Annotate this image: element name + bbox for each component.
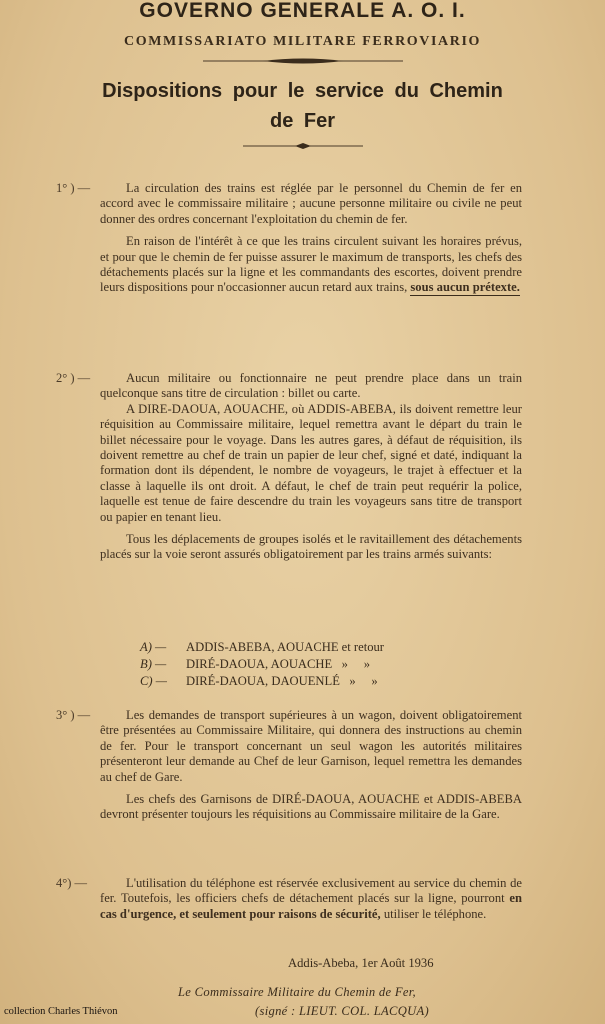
train-letter: B) — [140,656,167,671]
armed-trains-list [140,639,440,689]
section-1-paragraph-2-text: En raison de l'intérêt à ce que les trains circulent suivant les horaires prévus, et pour que le chemin de fer puisse assurer le maximum de transports, les chefs des détachements placés sur la ligne et les commandants des escortes, doivent prendre leurs dispositions pour n'occasionner aucun retard aux trains, [100,234,522,295]
train-route: DIRÉ-DAOUA, AOUACHE » » [186,656,370,671]
government-header: GOVERNO GENERALE A. O. I. [139,0,466,22]
title-line-1: Dispositions pour le service du Chemin [102,80,503,102]
section-4-paragraph-1 [100,876,522,922]
train-row-a [140,639,440,656]
section-3-paragraph-1: Les demandes de transport supérieures à un wagon, doivent obligatoirement être présentées au Commissaire Militaire, qui donnera des instructions au chemin de fer. Pour le transport concernant un seul wagon les autorités militaires présenteront leur demande au Chef de leur Garnison, lequel remettra les demandes au chef de Gare. [100,708,522,784]
train-row-b [140,656,440,673]
title-line-2: de Fer [269,110,336,132]
title-ornament [0,142,605,152]
section-3 [100,708,522,823]
collection-credit: collection Charles Thiévon [4,1006,118,1017]
section-1-paragraph-2 [100,234,522,296]
section-2 [100,371,522,563]
section-2-paragraph-2: A DIRE-DAOUA, AOUACHE, où ADDIS-ABEBA, ils doivent remettre leur réquisition au Commissaire militaire, lequel remettra avant le départ du train le billet nécessaire pour le voyage. Dans les autres gares, à défaut de réquisition, ils doivent remettre au chef de train un papier de leur chef, signé et daté, indiquant la formation dont ils dépendent, le nombre de voyageurs, le trajet à effectuer et la classe à laquelle ils ont droit. A défaut, le chef de train peut requérir la police, laquelle est tenue de faire descendre du train les voyageurs sans titre de transport ou papier en tenant lieu. [100,401,522,524]
header-ornament [0,57,605,67]
section-3-paragraph-2: Les chefs des Garnisons de DIRÉ-DAOUA, AOUACHE et ADDIS-ABEBA devront présenter toujours les réquisitions au Commissaire militaire de la Gare. [100,792,522,822]
section-1 [100,181,522,296]
section-2-number: 2° ) — [56,371,91,385]
section-3-number: 3° ) — [56,708,91,722]
train-letter: C) — [140,673,167,688]
section-4-text-a: L'utilisation du téléphone est réservée exclusivement au service du chemin de fer. Toutefois, les officiers chefs de détachement placés sur la ligne, pourront [100,876,522,906]
document-date: Addis-Abeba, 1er Août 1936 [288,956,434,970]
train-row-c [140,673,440,690]
section-4-number: 4°) — [56,876,88,890]
section-4-emphasis: en cas d'urgence, et seulement pour raisons de sécurité, [100,891,523,921]
section-1-paragraph-1: La circulation des trains est réglée par le personnel du Chemin de fer en accord avec le commissaire militaire ; aucune personne militaire ou civile ne peut donner des ordres concernant l'exploitation du chemin de fer. [100,181,522,226]
train-route: DIRÉ-DAOUA, DAOUENLÉ » » [186,673,378,688]
signature-name: (signé : LIEUT. COL. LACQUA) [255,1004,429,1018]
train-route: ADDIS-ABEBA, AOUACHE et retour [186,640,384,654]
section-1-emphasis: sous aucun prétexte. [410,280,520,295]
train-letter: A) — [140,640,167,654]
section-4-text-c: utiliser le téléphone. [383,906,487,921]
section-2-paragraph-3: Tous les déplacements de groupes isolés et le ravitaillement des détachements placés sur la voie seront assurés obligatoirement par les trains armés suivants: [100,532,522,562]
document-title [40,76,565,136]
commissariat-header: COMMISSARIATO MILITARE FERROVIARIO [124,34,481,49]
section-2-paragraph-1: Aucun militaire ou fonctionnaire ne peut prendre place dans un train quelconque sans titre de circulation : billet ou carte. [100,371,522,401]
signature-title: Le Commissaire Militaire du Chemin de Fer, [178,985,416,999]
section-1-number: 1° ) — [56,181,91,195]
section-4 [100,876,522,922]
